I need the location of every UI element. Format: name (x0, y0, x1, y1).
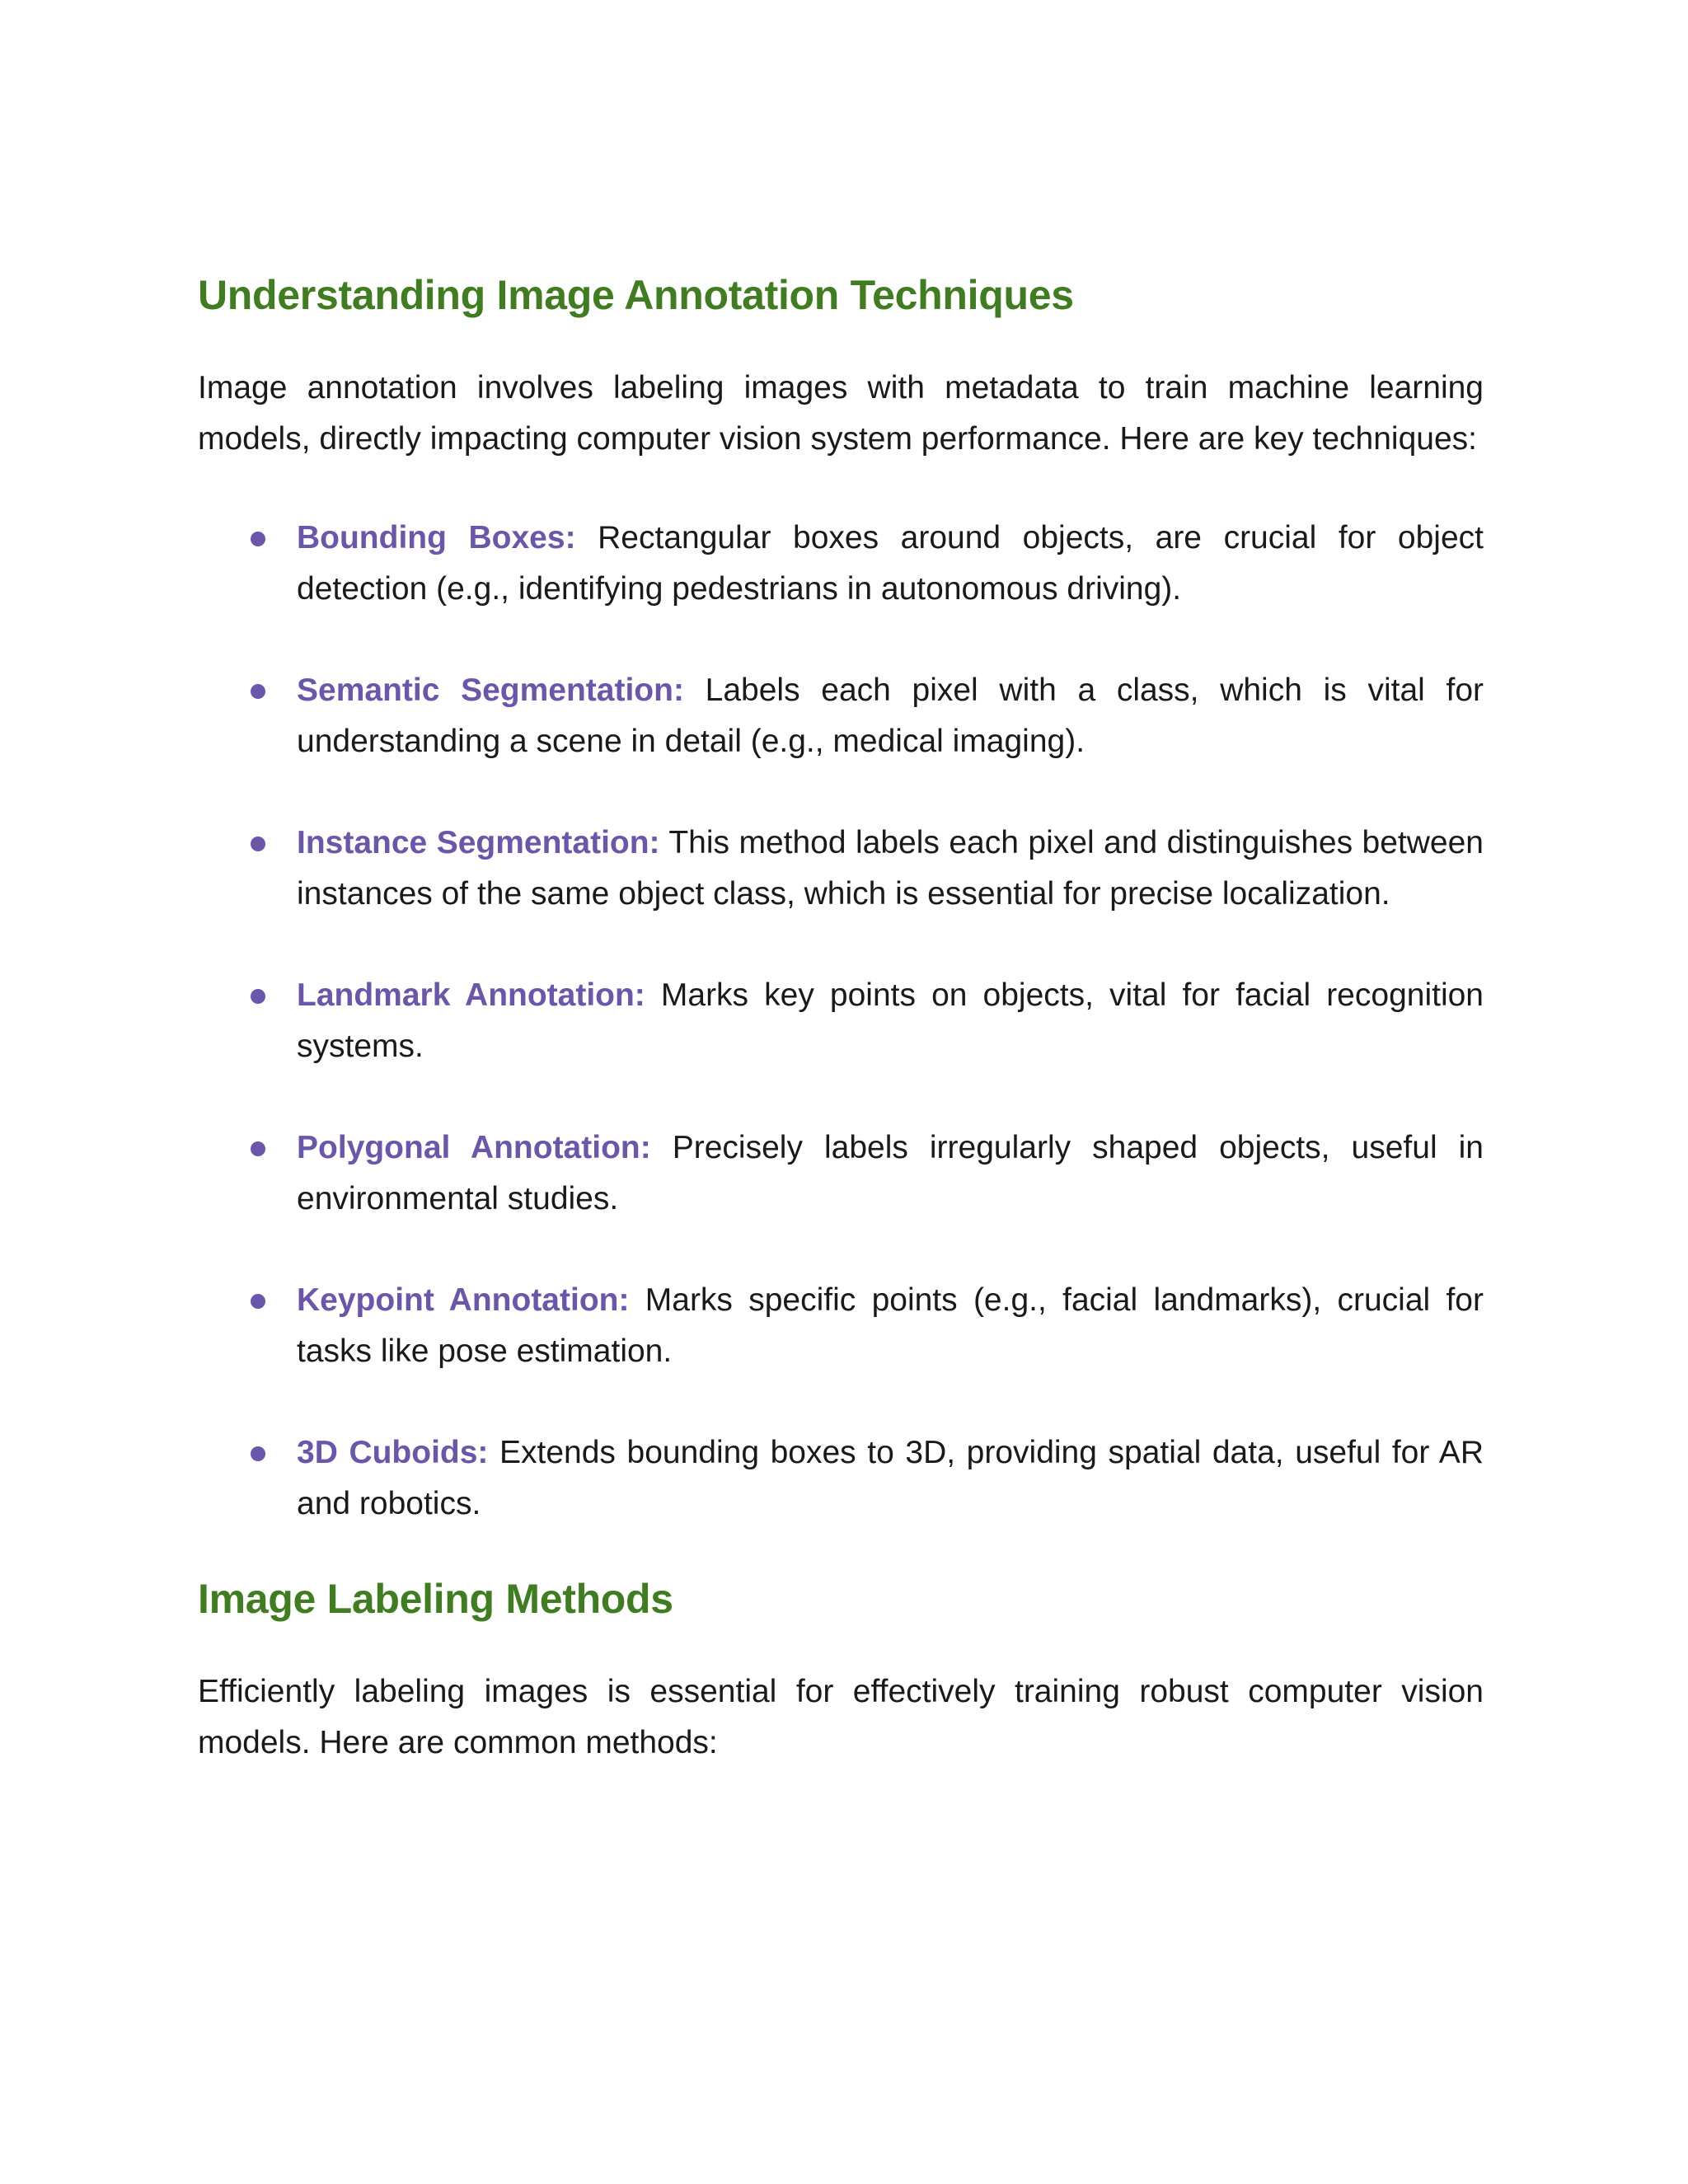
term-label: Polygonal Annotation: (297, 1130, 651, 1165)
list-item-polygonal-annotation (198, 1122, 1484, 1225)
term-description: Precisely labels irregularly shaped objects, useful in environmental studies. (297, 1130, 1484, 1216)
techniques-list (198, 513, 1484, 1530)
term-description: This method labels each pixel and distinguishes between instances of the same object class, which is essential for precise localization. (297, 825, 1484, 912)
list-item-semantic-segmentation (198, 665, 1484, 767)
bullet-dot-icon (251, 1141, 265, 1156)
term-description: Marks key points on objects, vital for facial recognition systems. (297, 977, 1484, 1064)
document-content (198, 262, 1484, 1769)
bullet-dot-icon (251, 989, 265, 1004)
term-label: Instance Segmentation: (297, 825, 660, 860)
term-label: Keypoint Annotation: (297, 1282, 630, 1318)
list-item-bounding-boxes (198, 513, 1484, 615)
term-label: Landmark Annotation: (297, 977, 645, 1013)
list-item-keypoint-annotation (198, 1275, 1484, 1377)
section-title-annotation-techniques: Understanding Image Annotation Techniques (198, 272, 1074, 318)
intro-paragraph-labeling-methods: Efficiently labeling images is essential for effectively training robust computer vision models. Here are common methods: (198, 1674, 1484, 1760)
term-description: Extends bounding boxes to 3D, providing spatial data, useful for AR and robotics. (297, 1435, 1484, 1521)
term-label: Bounding Boxes: (297, 520, 576, 555)
bullet-dot-icon (251, 1446, 265, 1461)
bullet-dot-icon (251, 684, 265, 699)
term-description: Rectangular boxes around objects, are crucial for object detection (e.g., identifying pedestrians in autonomous driving). (297, 520, 1484, 607)
term-label: Semantic Segmentation: (297, 673, 684, 708)
intro-paragraph-annotation-techniques: Image annotation involves labeling images with metadata to train machine learning models, directly impacting computer vision system performance. Here are key techniques: (198, 370, 1484, 457)
list-item-landmark-annotation (198, 970, 1484, 1072)
bullet-dot-icon (251, 1294, 265, 1309)
bullet-dot-icon (251, 532, 265, 546)
list-item-3d-cuboids (198, 1427, 1484, 1530)
term-description: Marks specific points (e.g., facial landmarks), crucial for tasks like pose estimation. (297, 1282, 1484, 1369)
term-label: 3D Cuboids: (297, 1435, 489, 1470)
section-title-labeling-methods: Image Labeling Methods (198, 1576, 673, 1622)
term-description: Labels each pixel with a class, which is vital for understanding a scene in detail (e.g., medical imaging). (297, 673, 1484, 759)
bullet-dot-icon (251, 837, 265, 851)
list-item-instance-segmentation (198, 818, 1484, 920)
